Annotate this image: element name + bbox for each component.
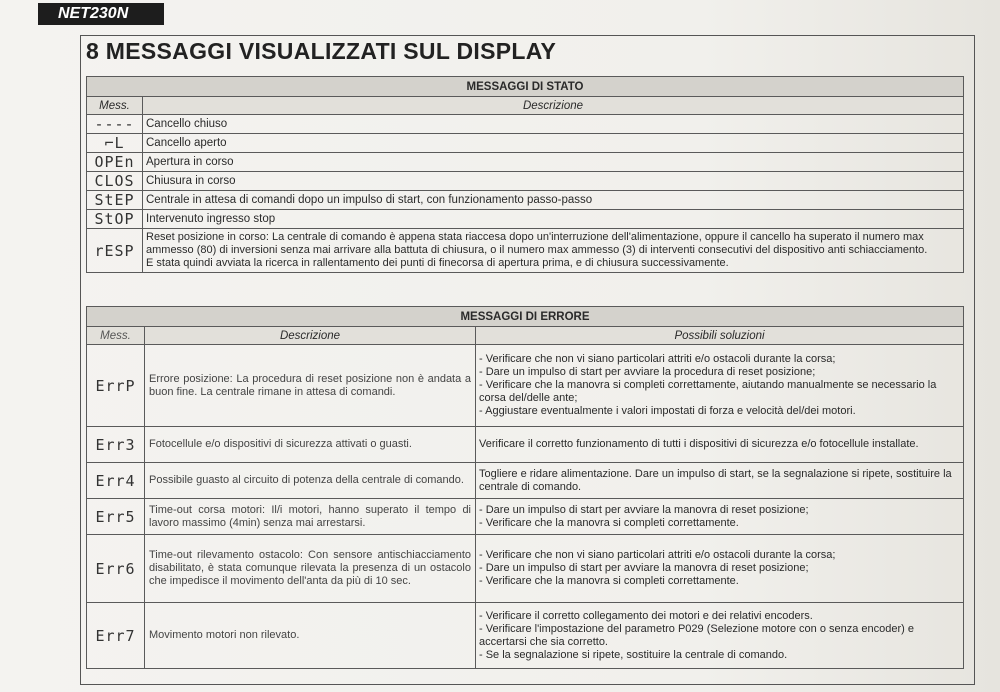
status-row	[87, 134, 964, 153]
solution-line: - Dare un impulso di start per avviare la manovra di reset posizione;	[479, 503, 809, 516]
error-desc: Movimento motori non rilevato.	[145, 603, 476, 669]
status-row	[87, 229, 964, 273]
solution-line: - Verificare che non vi siano particolari attriti e/o ostacoli durante la corsa;	[479, 549, 836, 561]
error-row	[87, 603, 964, 669]
solution-line: - Dare un impulso di start per avviare la manovra di reset posizione;	[479, 562, 809, 574]
status-desc: Cancello chiuso	[143, 115, 964, 134]
error-row	[87, 463, 964, 499]
error-code: Err6	[87, 535, 145, 603]
status-desc: Intervenuto ingresso stop	[143, 210, 964, 229]
error-solutions	[476, 427, 964, 463]
page-title: 8 MESSAGGI VISUALIZZATI SUL DISPLAY	[86, 38, 557, 64]
status-desc: Apertura in corso	[143, 153, 964, 172]
error-code: Err5	[87, 499, 145, 535]
error-code: Err4	[87, 463, 145, 499]
error-solutions	[476, 345, 964, 427]
error-solutions	[476, 463, 964, 499]
error-code: Err7	[87, 603, 145, 669]
solution-line: Togliere e ridare alimentazione. Dare un impulso di start, se la segnalazione si ripete, sostituire la centrale di comando.	[479, 467, 952, 493]
status-row	[87, 210, 964, 229]
status-desc: Chiusura in corso	[143, 172, 964, 191]
status-code: ----	[87, 115, 143, 134]
status-desc-line: E stata quindi avviata la ricerca in rallentamento dei punti di finecorsa di apertura prima, e di chiusura successivamente.	[146, 257, 729, 269]
error-desc: Possibile guasto al circuito di potenza della centrale di comando.	[145, 463, 476, 499]
status-code: CLOS	[87, 172, 143, 191]
error-code: Err3	[87, 427, 145, 463]
solution-line: - Verificare che la manovra si completi correttamente.	[479, 575, 739, 587]
status-row	[87, 153, 964, 172]
solution-line: - Verificare che la manovra si completi correttamente.	[479, 516, 739, 529]
error-row	[87, 427, 964, 463]
solution-line: - Se la segnalazione si ripete, sostituire la centrale di comando.	[479, 648, 788, 661]
status-code: StEP	[87, 191, 143, 210]
error-desc: Fotocellule e/o dispositivi di sicurezza attivati o guasti.	[145, 427, 476, 463]
error-solutions	[476, 535, 964, 603]
status-section-title: MESSAGGI DI STATO	[87, 77, 964, 97]
status-desc	[143, 229, 964, 273]
solution-line: - Dare un impulso di start per avviare la procedura di reset posizione;	[479, 366, 816, 378]
status-col-mess: Mess.	[87, 97, 143, 115]
brand-label: NET230N	[38, 3, 164, 25]
error-desc: Time-out corsa motori: Il/i motori, hanno superato il tempo di lavoro massimo (4min) senza mai arrestarsi.	[145, 499, 476, 535]
status-row	[87, 172, 964, 191]
error-row	[87, 345, 964, 427]
solution-line: - Verificare il corretto collegamento dei motori e dei relativi encoders.	[479, 609, 813, 622]
error-table	[86, 306, 964, 669]
status-row	[87, 115, 964, 134]
solution-line: - Verificare l'impostazione del parametro P029 (Selezione motore con o senza encoder) e accertarsi che sia corretto.	[479, 622, 914, 648]
status-col-desc: Descrizione	[143, 97, 964, 115]
status-desc-line: Reset posizione in corso: La centrale di comando è appena stata riaccesa dopo un'interruzione dell'alimentazione, oppure il cancello ha superato il numero max ammesso (80) di inversioni senza mai arrivare alla battuta di chiusura, o il numero max ammesso (3) di interventi consecutivi del dispositivo anti schiacciamento.	[146, 231, 928, 256]
solution-line: - Verificare che non vi siano particolari attriti e/o ostacoli durante la corsa;	[479, 353, 836, 365]
status-desc: Cancello aperto	[143, 134, 964, 153]
status-code: rESP	[87, 229, 143, 273]
error-desc: Errore posizione: La procedura di reset posizione non è andata a buon fine. La centrale rimane in attesa di comandi.	[145, 345, 476, 427]
solution-line: Verificare il corretto funzionamento di tutti i dispositivi di sicurezza e/o fotocellule installate.	[479, 438, 919, 450]
status-desc: Centrale in attesa di comandi dopo un impulso di start, con funzionamento passo-passo	[143, 191, 964, 210]
error-row	[87, 499, 964, 535]
error-code: ErrP	[87, 345, 145, 427]
error-solutions	[476, 603, 964, 669]
error-desc: Time-out rilevamento ostacolo: Con sensore antischiacciamento disabilitato, è stata comunque rilevata la presenza di un ostacolo che impedisce il movimento dell'anta da più di 10 sec.	[145, 535, 476, 603]
error-section-title: MESSAGGI DI ERRORE	[87, 307, 964, 327]
status-code: StOP	[87, 210, 143, 229]
error-row	[87, 535, 964, 603]
error-col-desc: Descrizione	[145, 327, 476, 345]
error-col-mess: Mess.	[87, 327, 145, 345]
status-code: ⌐L	[87, 134, 143, 153]
status-row	[87, 191, 964, 210]
error-col-sol: Possibili soluzioni	[476, 327, 964, 345]
error-solutions	[476, 499, 964, 535]
status-table	[86, 76, 964, 273]
status-code: OPEn	[87, 153, 143, 172]
solution-line: - Aggiustare eventualmente i valori impostati di forza e velocità del/dei motori.	[479, 405, 856, 417]
solution-line: - Verificare che la manovra si completi correttamente, aiutando manualmente se necessario la corsa del/delle ante;	[479, 379, 937, 404]
